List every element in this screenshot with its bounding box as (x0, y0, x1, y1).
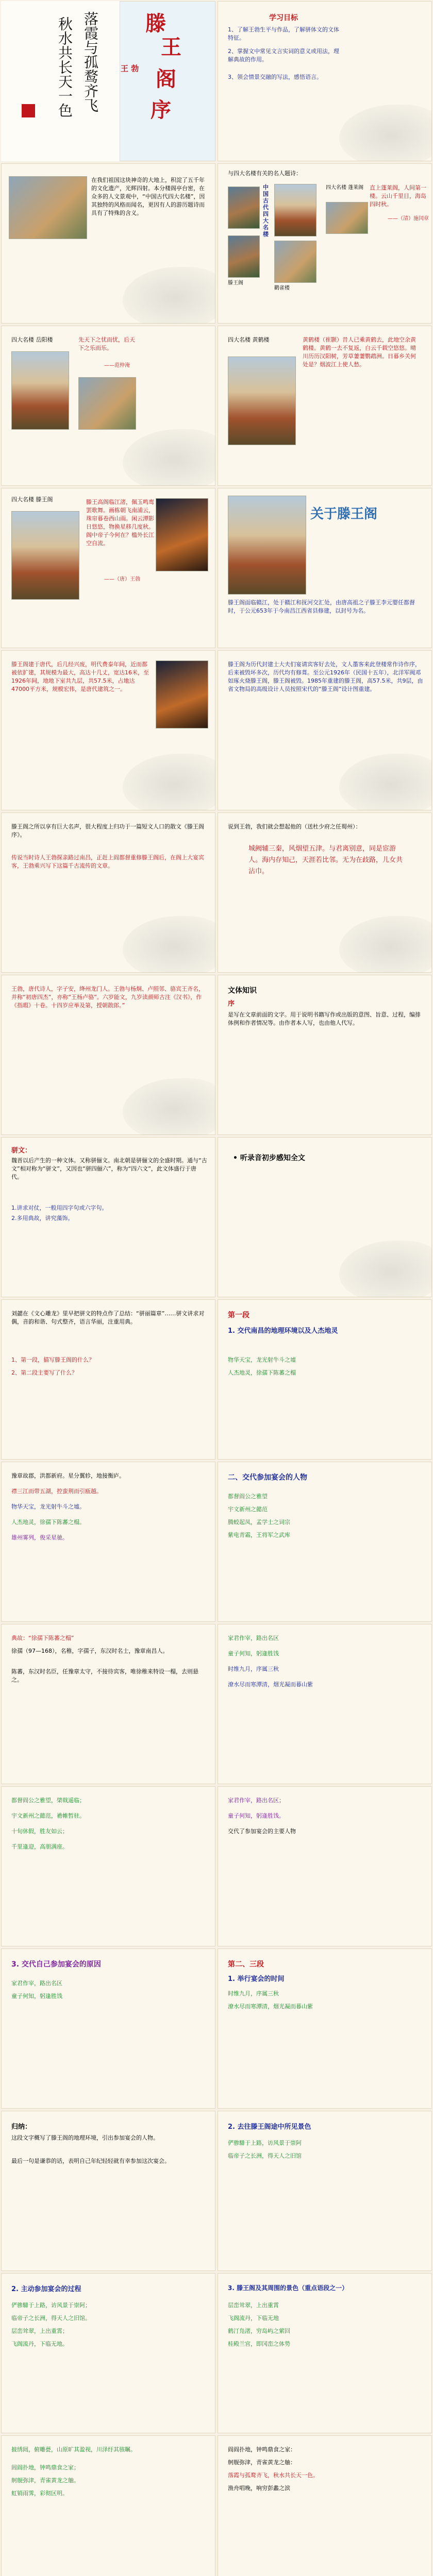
title-char-2: 王 (161, 35, 186, 59)
tower-photo-3 (326, 202, 368, 234)
process-item-4: 飞阁流丹，下临无地。 (11, 2341, 68, 2347)
host-slide (218, 1786, 432, 1946)
calligraphy-line-1: 落霞与孤鹜齐飞 (82, 11, 99, 112)
learning-goals-slide (218, 1, 432, 161)
process-item-2: 临帝子之长洲，得天人之旧馆。 (11, 2315, 91, 2321)
scenery-heading: 3. 滕王阁及其周围的景色（重点语段之一） (228, 2284, 348, 2292)
poem-slide (218, 812, 432, 973)
seal-stamp (22, 104, 35, 117)
para23-heading: 第二、三段 (228, 1960, 264, 1969)
tower-photo-4 (228, 235, 260, 278)
view-slide (1, 2435, 215, 2576)
goal-2: 2、掌握文中常见文言实词的意义或用法，理解典故的作用。 (228, 48, 339, 63)
view-item-2: 闾阎扑地，钟鸣鼎食之家； (11, 2464, 79, 2471)
goal-1: 1、了解王勃生平与作品，了解骈体文的文体特征。 (228, 26, 339, 41)
genre-slide (218, 975, 432, 1135)
ink-watermark (339, 754, 432, 810)
summary-text-2: 最后一句是谦恭的话，表明自己年纪轻轻就有幸参加这次宴会。 (11, 2158, 170, 2164)
process-slide (1, 2273, 215, 2433)
yueyang-slide (1, 326, 215, 486)
allusion-item-3: 陈蕃，东汉时名臣，任豫章太守，不接待宾客，唯徐稚来特设一榻，去则悬之。 (11, 1668, 198, 1683)
pianwen-heading: 骈文： (11, 1147, 32, 1155)
scenery-item-4: 桂殿兰宫，即冈峦之体势 (228, 2341, 290, 2347)
four-towers-heading: 与四大名楼有关的名人题诗： (228, 170, 302, 177)
reason-item-2: 童子何知，躬逢胜饯 (11, 1993, 62, 1999)
tengwang-name: 四大名楼 滕王阁 (11, 496, 53, 503)
guests-slide (1, 1786, 215, 1946)
people-item-1: 都督阎公之雅望 (228, 1493, 268, 1500)
about-tengwang-slide (218, 488, 432, 648)
people-slide (218, 1462, 432, 1622)
guests-item-1: 都督阎公之雅望，棨戟遥临； (11, 1797, 85, 1804)
landscape-photo (9, 176, 87, 239)
ink-watermark (123, 267, 215, 324)
label-penglai: 四大名楼 蓬莱阁 (326, 185, 364, 191)
intro-slide (1, 163, 215, 324)
ink-watermark (339, 916, 432, 973)
scenery-item-1: 层峦耸翠，上出重霄 (228, 2302, 279, 2309)
bio-text: 王勃，唐代诗人，字子安，绛州龙门人。王勃与杨炯、卢照邻、骆宾王齐名，并称“初唐四杰”，亦称“王杨卢骆”。六岁能文，九岁读颜师古注《汉书》，作《指瑕》十卷。十四岁应举及第，授朝散郎。” (11, 986, 204, 1009)
allusion-xuru-slide (1, 1624, 215, 1784)
penglai-poem: 直上蓬莱阁，人间第一楼。云山千里目，海岛四时秋。 (370, 184, 426, 208)
goals-heading: 学习目标 (269, 14, 298, 22)
view2-item-4: 渔舟唱晚，响穷彭蠡之滨 (228, 2485, 290, 2492)
fame-text: 滕王阁之所以享有巨大名声，很大程度上归功于一篇短文人口的散文《滕王阁序》。 (11, 823, 204, 838)
reason-item-1: 家君作宰，路出名区 (11, 1980, 62, 1987)
four-towers-slide (218, 163, 432, 324)
history-text: 滕王阁建于唐代，后几经兴废，明代费泰年间，近而都被依扩建，其规模为最大，高达十几丈，宽达16米，至1926年间，地地下室共九层，共57.5米，占地达47000平方米，规模宏伟，是唐代建筑之一。 (11, 661, 149, 692)
arrival-item-2: 童子何知，躬逢胜饯 (228, 1650, 279, 1657)
host-item-3: 交代了参加宴会的主要人物 (228, 1828, 296, 1835)
arrival-item-3: 时维九月，序属三秋 (228, 1666, 279, 1672)
ink-watermark (123, 916, 215, 973)
yueyang-poem: 先天下之忧而忧，后天下之乐而乐。 (78, 336, 135, 351)
para1-item-1: 物华天宝，龙光射牛斗之墟 (228, 1357, 296, 1363)
huanghe-slide (218, 326, 432, 486)
journey-item-2: 临帝子之长洲，得天人之旧馆 (228, 2153, 302, 2159)
scenery-item-3: 鹤汀凫渚，穷岛屿之萦回 (228, 2328, 290, 2334)
calligraphy-panel (1, 1, 120, 161)
view2-item-2: 舸舰弥津，青雀黄龙之舳： (228, 2459, 296, 2466)
scenery-slide (218, 2273, 432, 2433)
detail-item-2: 襟三江而带五湖，控蛮荆而引瓯越。 (11, 1488, 102, 1495)
calligraphy-line-2: 秋水共长天一色 (56, 16, 73, 117)
huanghe-poem: 黄鹤楼（崔颢）昔人已乘黄鹤去，此地空余黄鹤楼。黄鹤一去不复返，白云千载空悠悠。晴川历历汉阳树，芳草萋萋鹦鹉洲。日暮乡关何处是？烟波江上使人愁。 (303, 336, 416, 368)
process-item-3: 层峦耸翠，上出重霄； (11, 2328, 68, 2334)
intro-text: 在我们祖国这块神奇的大地上，积淀了五千年的文化遗产，光辉四射。本分楼阁亭台密，在众多的人文景观中，“中国古代四大名楼”，因其独特的风格而闻名，更因有人的游历题诗而具有了特殊的含义。 (91, 177, 205, 216)
pianwen-feature-1: 1.讲求对仗，一般用四字句或六字句。 (11, 1205, 108, 1211)
tower-photo-1 (228, 187, 260, 229)
title-char-1: 滕 (145, 11, 170, 36)
people-item-2: 宇文新州之懿范 (228, 1506, 268, 1513)
ink-watermark (123, 429, 215, 486)
arrival-item-1: 家君作宰，路出名区 (228, 1635, 279, 1641)
label-tengwang: 滕王阁 (228, 280, 243, 286)
penglai-poem-author: ——（清）施闰章 (388, 216, 429, 222)
view-item-3: 舸舰弥津，青雀黄龙之舳。 (11, 2477, 79, 2484)
summary-slide (1, 2111, 215, 2271)
journey-item-1: 俨骖騑于上路，访风景于崇阿 (228, 2140, 302, 2146)
tower-photo-5 (274, 241, 317, 283)
yueyang-author: ——范仲淹 (104, 363, 130, 368)
para23-sub: 1. 举行宴会的时间 (228, 1975, 285, 1983)
journey-heading: 2. 去往滕王阁途中所见景色 (228, 2123, 311, 2131)
author-name: 王 勃 (121, 64, 139, 73)
liuxie-text: 刘勰在《文心雕龙》里早把骈文的特点作了总结：“骈丽篇章”……骈文讲求对偶，音韵和谐、句式整齐，语言华丽，注重用典。 (11, 1310, 205, 1325)
detail-item-3: 物华天宝，龙光射牛斗之墟。 (11, 1503, 85, 1510)
liuxie-slide (1, 1299, 215, 1460)
tengwang-poem: 滕王高阁临江渚，佩玉鸣鸾罢歌舞。画栋朝飞南浦云，珠帘暮卷西山雨。闲云潭影日悠悠，物换星移几度秋。阁中帝子今何在？槛外长江空自流。 (86, 499, 154, 547)
fame-slide (1, 812, 215, 973)
poem-intro: 说到王勃，我们就会想起他的（送杜少府之任蜀州）： (228, 823, 361, 830)
process-item-1: 俨骖騑于上路，访风景于崇阿； (11, 2302, 91, 2309)
people-item-4: 紫电青霜，王将军之武库 (228, 1532, 290, 1538)
history2-text: 滕王阁为历代封建士大夫们宴请宾客好去处，文人墨客来此登楼常作诗作序，后来被毁坏多次，历代均有修葺。至公元1926年（民国十五年），北洋军阀邓如琢火烧滕王阁，滕王阁被毁。1985年重建的滕王阁，高57.5米，共9层，由省文物局的高级设计人员按照宋代的“滕王阁”设计图重建。 (228, 661, 423, 692)
center-label: 中国古代四大名楼 (263, 184, 269, 238)
ink-watermark (123, 1078, 215, 1135)
liuxie-question-1: 1、第一段，描写滕王阁的什么？ (11, 1357, 94, 1363)
para1-detail-slide (1, 1462, 215, 1622)
view-item-4: 虹销雨霁，彩彻区明。 (11, 2490, 68, 2497)
tengwang-night-photo (156, 498, 208, 571)
para23-item-2: 潦水尽而寒潭清，烟光凝而暮山紫 (228, 2003, 313, 2010)
genre-text: 是写在文章前面的文字。用于说明书籍写作或出版的意图、旨意、过程，编排体例和作者情况等。由作者本人写，也由他人代写。 (228, 1011, 421, 1026)
para1-heading: 第一段 (228, 1311, 249, 1319)
view2-item-1: 阎阎扑地，钟鸣鼎食之家： (228, 2446, 296, 2453)
tower-photo-2 (274, 184, 317, 236)
goal-3: 3、领会情景交融的写法，感悟语言。 (228, 74, 322, 80)
title-char-4: 序 (151, 98, 175, 122)
about-text: 滕王阁面临赣江，处于赣江和抚河交汇处，由唐高祖之子滕王李元婴任都督时，于公元653年于今南昌江西省县修建，以封号为名。 (228, 599, 415, 614)
view2-item-3: 落霞与孤鹜齐飞，秋水共长天一色。 (228, 2472, 319, 2479)
para1-slide (218, 1299, 432, 1460)
allusion-item-1: 典故：“徐孺下陈蕃之榻” (11, 1635, 74, 1641)
guests-item-4: 千里逢迎，高朋满座。 (11, 1843, 68, 1850)
para23-item-1: 时维九月，序属三秋 (228, 1990, 279, 1997)
detail-item-4: 人杰地灵，徐孺下陈蕃之榻。 (11, 1519, 85, 1526)
history-2-slide (218, 650, 432, 810)
process-heading: 2. 主动参加宴会的过程 (11, 2285, 81, 2293)
host-item-1: 家君作宰，路出名区； (228, 1797, 285, 1804)
yueyang-photo-2 (78, 377, 136, 430)
detail-item-1: 豫章故郡，洪都新府。星分翼轸，地接衡庐。 (11, 1472, 125, 1479)
pianwen-text: 魏晋以后产生的一种文体。又称骈俪文。南北朝是骈俪文的全盛时期。通与“古文”相对称为“骈文”，又因也“骈四俪六”，称为“四六文”，此文体盛行于唐代。 (11, 1157, 207, 1180)
about-banner: 关于滕王阁 (310, 506, 378, 522)
poem-text: 城阙辅三秦，风烟望五津。与君离别意，同是宦游人。海内存知己，天涯若比邻。无为在歧路，儿女共沾巾。 (248, 845, 403, 875)
history-slide (1, 650, 215, 810)
tengwang-poem-author: ——（唐）王勃 (104, 577, 140, 582)
about-photo (228, 496, 306, 595)
para23-slide (218, 1948, 432, 2109)
fame-text-2: 传说当时诗人王勃探亲路过南昌，正赶上阎都督重修滕王阁后，在阁上大宴宾客，王勃乘兴写下这篇千古流传的文章。 (11, 854, 204, 869)
listen-heading: • 听录音初步感知全文 (233, 1154, 305, 1162)
arrival-slide (218, 1624, 432, 1784)
reason-slide (1, 1948, 215, 2109)
para1-item-2: 人杰地灵，徐孺下陈蕃之榻 (228, 1369, 296, 1376)
tengwang-tower-slide (1, 488, 215, 648)
ink-watermark (123, 754, 215, 810)
listen-slide (218, 1137, 432, 1297)
tengwang-photo (11, 511, 79, 600)
genre-heading: 文体知识 (228, 987, 257, 995)
summary-text: 这段文字概写了滕王阁的地理环境，引出参加宴会的人物。 (11, 2134, 159, 2141)
view-2-slide (218, 2435, 432, 2576)
pianwen-feature-2: 2.多用典故，讲究藻饰。 (11, 1215, 74, 1222)
journey-slide (218, 2111, 432, 2271)
pianwen-slide (1, 1137, 215, 1297)
history-photo (156, 660, 208, 728)
scenery-item-2: 飞阁流丹，下临无地 (228, 2315, 279, 2321)
detail-item-5: 雄州雾列，俊采星驰。 (11, 1534, 68, 1541)
wangbo-bio-slide (1, 975, 215, 1135)
allusion-item-2: 徐孺（97—168），名稚，字孺子，东汉时名士，豫章南昌人。 (11, 1648, 169, 1654)
para1-sub: 1. 交代南昌的地理环境以及人杰地灵 (228, 1327, 338, 1335)
liuxie-question-2: 2、第二段主要写了什么？ (11, 1369, 77, 1376)
view-item-1: 披绣闼，俯雕甍，山原旷其盈视，川泽纡其骇瞩。 (11, 2446, 136, 2453)
title-char-3: 阁 (156, 67, 180, 91)
people-item-3: 腾蛟起凤，孟学士之词宗 (228, 1519, 290, 1526)
reason-heading: 3. 交代自己参加宴会的原因 (11, 1960, 101, 1969)
yueyang-name: 四大名楼 岳阳楼 (11, 336, 53, 343)
guests-item-3: 十旬休假，胜友如云； (11, 1828, 68, 1835)
huanghe-name: 四大名楼 黄鹤楼 (228, 336, 270, 343)
yueyang-photo (11, 351, 69, 430)
title-slide (1, 1, 215, 161)
huanghe-photo (228, 357, 296, 445)
label-guanque: 鹳雀楼 (274, 285, 290, 291)
people-heading: 二、交代参加宴会的人物 (228, 1473, 307, 1482)
genre-sub: 序 (228, 1000, 235, 1008)
ink-watermark (339, 1241, 432, 1297)
summary-heading: 归纳： (11, 2123, 32, 2131)
guests-item-2: 宇文新州之懿范，襜帷暂驻。 (11, 1812, 85, 1819)
ink-watermark (339, 105, 432, 161)
arrival-item-4: 潦水尽而寒潭清，烟光凝而暮山紫 (228, 1681, 313, 1688)
host-item-2: 童子何知，躬逢胜饯。 (228, 1812, 285, 1819)
